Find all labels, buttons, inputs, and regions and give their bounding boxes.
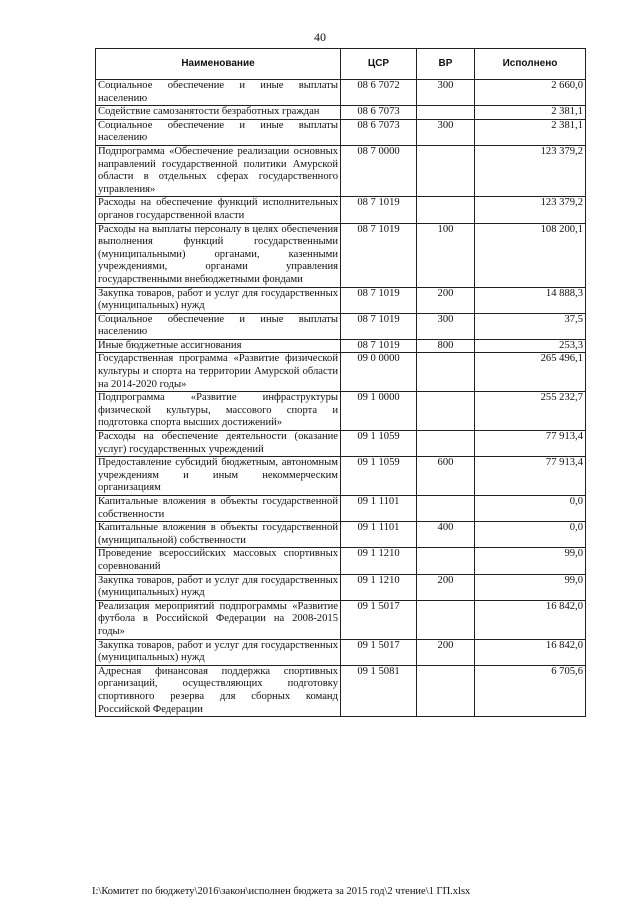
table-row xyxy=(96,574,586,600)
cell-sum: 16 842,0 xyxy=(475,600,586,639)
cell-sum: 253,3 xyxy=(475,339,586,353)
cell-name: Закупка товаров, работ и услуг для государственных (муниципальных) нужд xyxy=(96,574,341,600)
cell-sum: 0,0 xyxy=(475,496,586,522)
cell-sum: 123 379,2 xyxy=(475,197,586,223)
cell-sum: 123 379,2 xyxy=(475,145,586,196)
cell-name: Закупка товаров, работ и услуг для государственных (муниципальных) нужд xyxy=(96,287,341,313)
cell-vr: 200 xyxy=(417,287,475,313)
cell-sum: 2 660,0 xyxy=(475,80,586,106)
cell-name: Проведение всероссийских массовых спортивных соревнований xyxy=(96,548,341,574)
table-row xyxy=(96,392,586,431)
cell-name: Социальное обеспечение и иные выплаты населению xyxy=(96,80,341,106)
table-row xyxy=(96,80,586,106)
cell-name: Расходы на обеспечение функций исполнительных органов государственной власти xyxy=(96,197,341,223)
cell-vr xyxy=(417,197,475,223)
cell-name: Закупка товаров, работ и услуг для государственных (муниципальных) нужд xyxy=(96,639,341,665)
cell-name: Иные бюджетные ассигнования xyxy=(96,339,341,353)
cell-name: Содействие самозанятости безработных граждан xyxy=(96,106,341,120)
cell-sum: 6 705,6 xyxy=(475,665,586,716)
header-sum: Исполнено xyxy=(475,49,586,80)
cell-csr: 09 1 5081 xyxy=(341,665,417,716)
cell-vr xyxy=(417,145,475,196)
table-row xyxy=(96,600,586,639)
table-row xyxy=(96,287,586,313)
cell-csr: 09 1 1101 xyxy=(341,496,417,522)
footer-file-path: I:\Комитет по бюджету\2016\закон\исполнен бюджета за 2015 год\2 чтение\1 ГП.xlsx xyxy=(92,886,471,897)
cell-sum: 99,0 xyxy=(475,574,586,600)
cell-csr: 09 1 5017 xyxy=(341,600,417,639)
cell-name: Предоставление субсидий бюджетным, автономным учреждениям и иным некоммерческим организациям xyxy=(96,457,341,496)
cell-csr: 09 1 1210 xyxy=(341,574,417,600)
table-row xyxy=(96,665,586,716)
cell-sum: 108 200,1 xyxy=(475,223,586,287)
table-row xyxy=(96,339,586,353)
cell-vr xyxy=(417,496,475,522)
cell-name: Подпрограмма «Развитие инфраструктуры физической культуры, массового спорта и подготовка спорта высших достижений» xyxy=(96,392,341,431)
table-row xyxy=(96,145,586,196)
cell-sum: 255 232,7 xyxy=(475,392,586,431)
cell-csr: 08 7 1019 xyxy=(341,197,417,223)
cell-vr: 300 xyxy=(417,119,475,145)
header-name: Наименование xyxy=(96,49,341,80)
cell-sum: 2 381,1 xyxy=(475,106,586,120)
cell-name: Расходы на выплаты персоналу в целях обеспечения выполнения функций государственными (муниципальными) органами, казенными учреждениями, органами управления государственными внебюджетными фондами xyxy=(96,223,341,287)
cell-csr: 08 7 1019 xyxy=(341,223,417,287)
table-row xyxy=(96,313,586,339)
cell-vr xyxy=(417,665,475,716)
cell-csr: 08 6 7073 xyxy=(341,106,417,120)
cell-csr: 09 1 1059 xyxy=(341,457,417,496)
cell-csr: 08 6 7073 xyxy=(341,119,417,145)
cell-name: Социальное обеспечение и иные выплаты населению xyxy=(96,119,341,145)
cell-sum: 0,0 xyxy=(475,522,586,548)
table-row xyxy=(96,119,586,145)
cell-csr: 08 7 1019 xyxy=(341,339,417,353)
cell-csr: 09 1 0000 xyxy=(341,392,417,431)
cell-csr: 09 1 1210 xyxy=(341,548,417,574)
table-row xyxy=(96,106,586,120)
cell-sum: 265 496,1 xyxy=(475,353,586,392)
table-row xyxy=(96,548,586,574)
cell-csr: 08 7 1019 xyxy=(341,287,417,313)
cell-sum: 16 842,0 xyxy=(475,639,586,665)
cell-vr: 200 xyxy=(417,574,475,600)
table-row xyxy=(96,223,586,287)
cell-csr: 09 1 1101 xyxy=(341,522,417,548)
table-row xyxy=(96,457,586,496)
table-row xyxy=(96,431,586,457)
page-number: 40 xyxy=(314,30,326,44)
cell-sum: 77 913,4 xyxy=(475,457,586,496)
cell-vr: 200 xyxy=(417,639,475,665)
table-header-row xyxy=(96,49,586,80)
cell-sum: 14 888,3 xyxy=(475,287,586,313)
cell-vr xyxy=(417,548,475,574)
cell-vr xyxy=(417,353,475,392)
table-row xyxy=(96,522,586,548)
header-csr: ЦСР xyxy=(341,49,417,80)
cell-name: Подпрограмма «Обеспечение реализации основных направлений государственной политики Амурской области в отдельных сферах государственного управления» xyxy=(96,145,341,196)
table-row xyxy=(96,353,586,392)
cell-csr: 08 7 0000 xyxy=(341,145,417,196)
cell-csr: 08 6 7072 xyxy=(341,80,417,106)
cell-vr xyxy=(417,106,475,120)
cell-name: Адресная финансовая поддержка спортивных организаций, осуществляющих подготовку спортивного резерва для сборных команд Российской Федерации xyxy=(96,665,341,716)
cell-vr: 600 xyxy=(417,457,475,496)
cell-vr xyxy=(417,392,475,431)
cell-sum: 99,0 xyxy=(475,548,586,574)
cell-name: Капитальные вложения в объекты государственной (муниципальной) собственности xyxy=(96,522,341,548)
cell-sum: 77 913,4 xyxy=(475,431,586,457)
cell-vr: 300 xyxy=(417,80,475,106)
cell-vr: 300 xyxy=(417,313,475,339)
cell-csr: 09 0 0000 xyxy=(341,353,417,392)
table-body xyxy=(96,80,586,717)
cell-csr: 09 1 5017 xyxy=(341,639,417,665)
table-row xyxy=(96,197,586,223)
cell-name: Государственная программа «Развитие физической культуры и спорта на территории Амурской области на 2014-2020 годы» xyxy=(96,353,341,392)
cell-vr xyxy=(417,431,475,457)
cell-csr: 08 7 1019 xyxy=(341,313,417,339)
header-vr: ВР xyxy=(417,49,475,80)
cell-sum: 2 381,1 xyxy=(475,119,586,145)
cell-csr: 09 1 1059 xyxy=(341,431,417,457)
table-row xyxy=(96,496,586,522)
cell-name: Капитальные вложения в объекты государственной собственности xyxy=(96,496,341,522)
cell-vr: 400 xyxy=(417,522,475,548)
table-row xyxy=(96,639,586,665)
cell-name: Реализация мероприятий подпрограммы «Развитие футбола в Российской Федерации на 2008-2015 годы» xyxy=(96,600,341,639)
cell-sum: 37,5 xyxy=(475,313,586,339)
cell-name: Расходы на обеспечение деятельности (оказание услуг) государственных учреждений xyxy=(96,431,341,457)
cell-vr: 800 xyxy=(417,339,475,353)
cell-vr: 100 xyxy=(417,223,475,287)
cell-name: Социальное обеспечение и иные выплаты населению xyxy=(96,313,341,339)
cell-vr xyxy=(417,600,475,639)
budget-execution-table xyxy=(95,48,586,717)
